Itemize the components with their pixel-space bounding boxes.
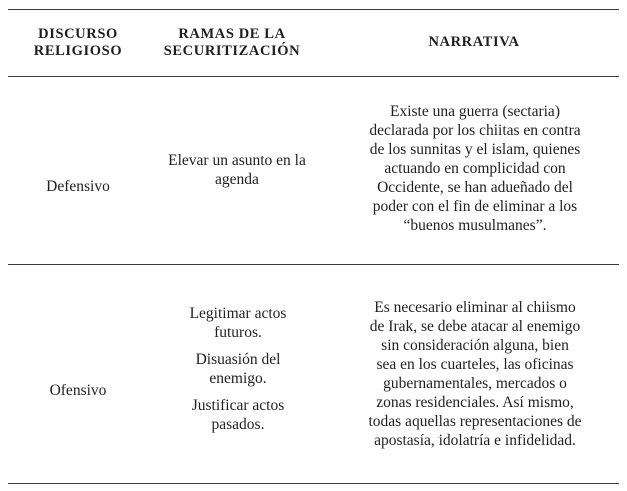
row-offensive-narrative: Es necesario eliminar al chiismo de Irak, se debe atacar al enemigo sin consideración alguna, bien sea en los cuarteles, las oficinas gubernamentales, mercados o zonas residenciales. Así mismo, todas aquellas representaciones de apostasía, idolatría e infidelidad.: [368, 299, 582, 449]
row-defensive-narrative: Existe una guerra (sectaria) declarada por los chiitas en contra de los sunnitas y el islam, quienes actuando en complicidad con Occidente, se han adueñado del poder con el fin de eliminar a los “buenos musulmanes”.: [369, 103, 581, 234]
header-discourse: DISCURSO RELIGIOSO: [33, 26, 123, 59]
header-rule: [8, 76, 619, 77]
header-branches: RAMAS DE LA SECURITIZACIÓN: [163, 26, 301, 59]
row-offensive-discourse: Ofensivo: [49, 382, 107, 399]
row-divider-rule: [8, 264, 619, 265]
top-rule: [8, 9, 619, 10]
branch-item: Elevar un asunto en la agenda: [168, 152, 306, 188]
row-defensive-branches: [148, 151, 326, 189]
branch-item: Legitimar actos futuros.: [189, 305, 287, 341]
row-defensive-discourse: Defensivo: [46, 178, 110, 195]
row-offensive-branches: [158, 304, 318, 434]
bottom-rule: [8, 483, 619, 484]
header-narrative: NARRATIVA: [428, 34, 520, 50]
branch-item: Disuasión del enemigo.: [195, 351, 281, 387]
branch-item: Justificar actos pasados.: [191, 397, 285, 433]
